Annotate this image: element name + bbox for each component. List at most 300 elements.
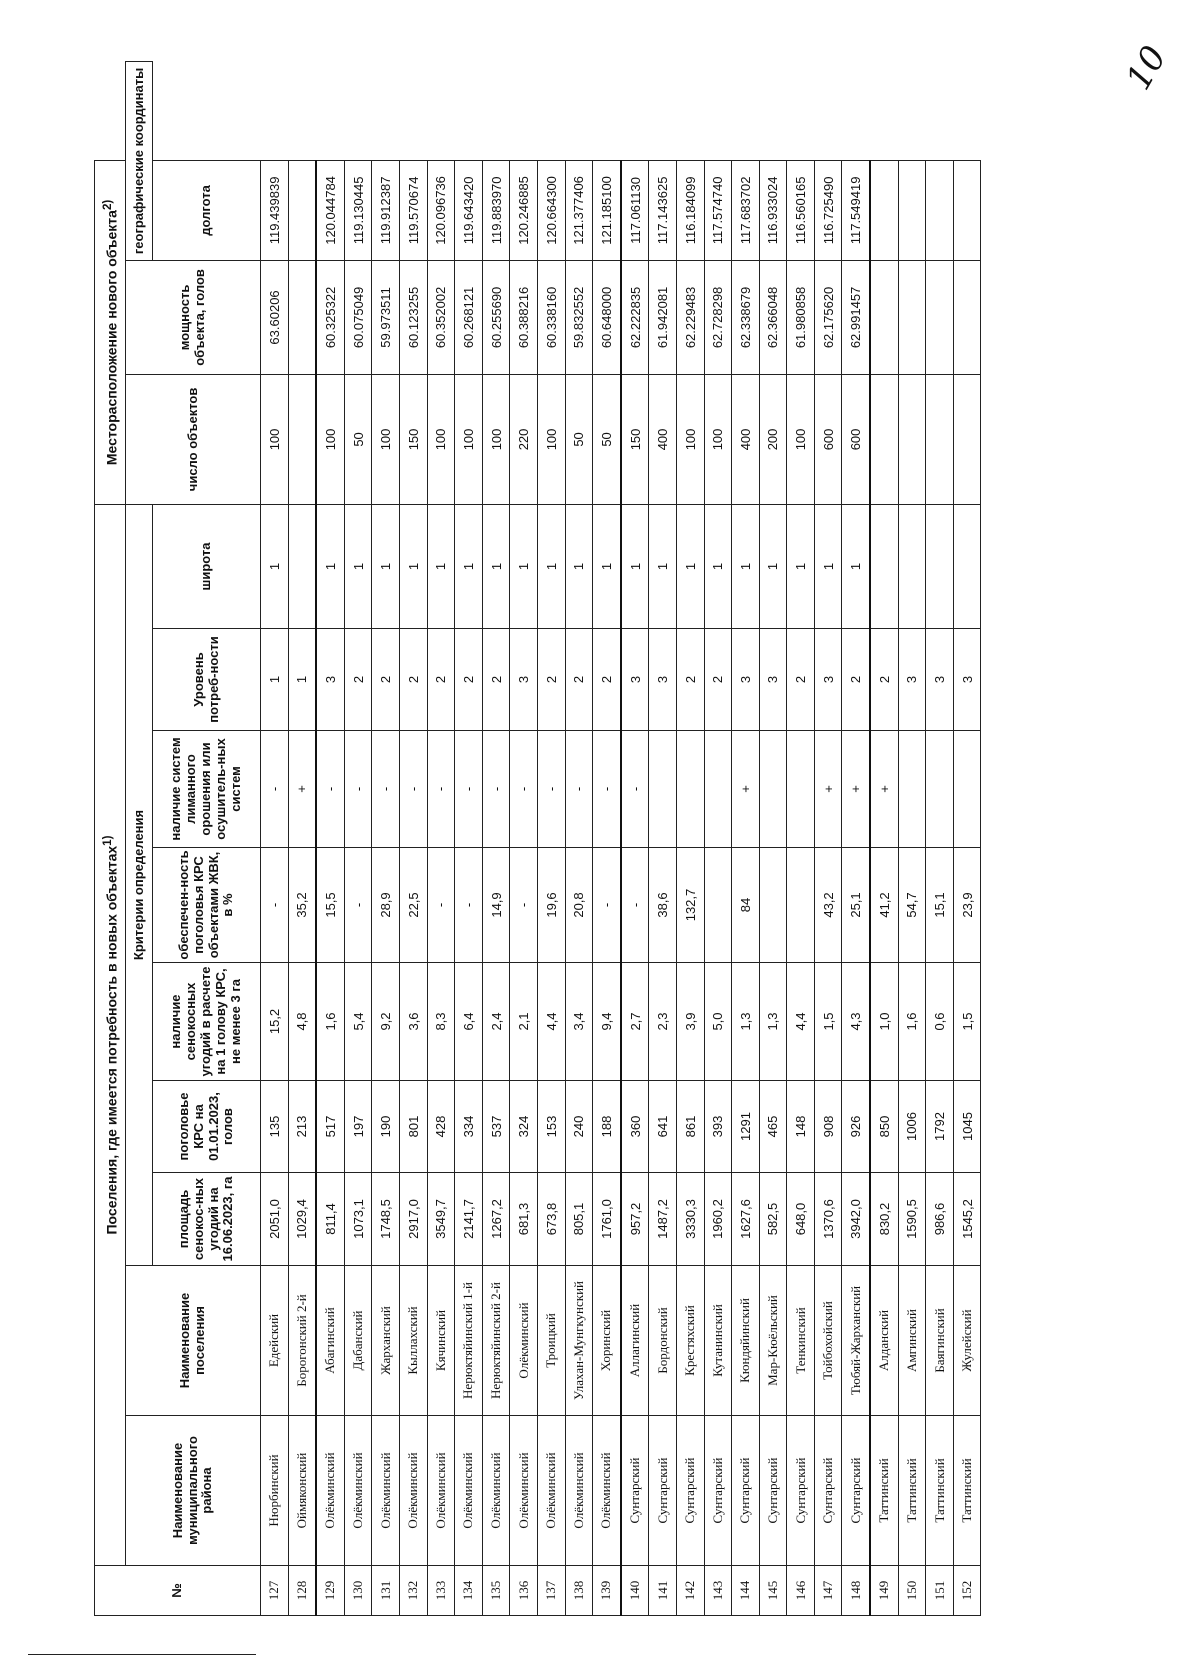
cell-lat: 62.338679 (732, 260, 760, 374)
cell-cap: 100 (787, 374, 815, 504)
cell-cap: 100 (316, 374, 344, 504)
cell-settlement: Жулейский (953, 1266, 981, 1416)
cell-supply: 15,1 (926, 848, 954, 963)
cell-lon: 117.061130 (621, 160, 649, 260)
cell-lat: 62.222835 (621, 260, 649, 374)
cell-settlement: Нерюктяйинский 1-й (455, 1266, 483, 1416)
cell-district: Сунтарский (787, 1416, 815, 1566)
cell-hay: 3,9 (676, 963, 704, 1081)
cell-area: 830,2 (870, 1173, 898, 1266)
cell-settlement: Троицкий (537, 1266, 565, 1416)
cell-hay: 5,0 (704, 963, 732, 1081)
cell-count (926, 504, 954, 628)
cell-herd: 334 (455, 1081, 483, 1173)
cell-district: Олёкминский (372, 1416, 400, 1566)
cell-settlement: Крестяхский (676, 1266, 704, 1416)
cell-area: 1761,0 (593, 1173, 621, 1266)
table-row (814, 62, 842, 1616)
cell-hay: 1,6 (316, 963, 344, 1081)
cell-count: 1 (427, 504, 455, 628)
cell-count: 1 (732, 504, 760, 628)
cell-lat: 60.648000 (593, 260, 621, 374)
cell-herd: 135 (261, 1081, 289, 1173)
cell-lat: 60.338160 (537, 260, 565, 374)
cell-lon: 119.130445 (344, 160, 372, 260)
cell-lon: 116.725490 (814, 160, 842, 260)
cell-cap (898, 374, 926, 504)
cell-supply: - (344, 848, 372, 963)
cell-area: 1267,2 (482, 1173, 510, 1266)
cell-irr: - (510, 731, 538, 848)
cell-lon: 119.912387 (372, 160, 400, 260)
table-row (898, 62, 926, 1616)
cell-lon: 116.184099 (676, 160, 704, 260)
settlements-table (94, 61, 981, 1616)
cell-area: 1627,6 (732, 1173, 760, 1266)
col-header-lon: долгота (153, 160, 261, 260)
cell-settlement: Алданский (870, 1266, 898, 1416)
cell-irr: - (427, 731, 455, 848)
cell-district: Таттинский (898, 1416, 926, 1566)
cell-level: 2 (704, 629, 732, 731)
cell-lon: 120.246885 (510, 160, 538, 260)
cell-settlement: Кутанинский (704, 1266, 732, 1416)
group-header-need: Поселения, где имеется потребность в новых объектах$^{1)}$ (95, 504, 126, 1565)
cell-cap: 150 (399, 374, 427, 504)
cell-cap: 600 (842, 374, 870, 504)
handwritten-page-number: 10 (1118, 39, 1175, 97)
cell-supply: - (510, 848, 538, 963)
cell-herd: 148 (787, 1081, 815, 1173)
cell-n: 136 (510, 1566, 538, 1616)
cell-area: 805,1 (565, 1173, 593, 1266)
cell-lon (870, 160, 898, 260)
cell-lon: 119.883970 (482, 160, 510, 260)
cell-lon: 119.570674 (399, 160, 427, 260)
cell-level: 3 (814, 629, 842, 731)
cell-settlement: Нерюктяйинский 2-й (482, 1266, 510, 1416)
cell-area: 1073,1 (344, 1173, 372, 1266)
cell-area: 2917,0 (399, 1173, 427, 1266)
cell-count: 1 (510, 504, 538, 628)
cell-district: Таттинский (870, 1416, 898, 1566)
cell-supply: 132,7 (676, 848, 704, 963)
cell-lat (288, 260, 316, 374)
cell-herd: 240 (565, 1081, 593, 1173)
col-header-district: Наименование муниципального района (126, 1416, 261, 1566)
cell-count: 1 (704, 504, 732, 628)
cell-level: 2 (870, 629, 898, 731)
table-row (649, 62, 677, 1616)
cell-cap: 100 (372, 374, 400, 504)
cell-cap: 150 (621, 374, 649, 504)
cell-supply: 19,6 (537, 848, 565, 963)
cell-irr: - (372, 731, 400, 848)
cell-settlement: Амгинский (898, 1266, 926, 1416)
table-body (261, 62, 981, 1616)
table-row (676, 62, 704, 1616)
table-row (372, 62, 400, 1616)
table-row (842, 62, 870, 1616)
cell-irr: - (593, 731, 621, 848)
cell-lon: 119.439839 (261, 160, 289, 260)
cell-cap: 100 (537, 374, 565, 504)
cell-irr: - (482, 731, 510, 848)
cell-n: 148 (842, 1566, 870, 1616)
cell-lon: 117.683702 (732, 160, 760, 260)
cell-area: 1487,2 (649, 1173, 677, 1266)
cell-lat: 59.973511 (372, 260, 400, 374)
cell-area: 2141,7 (455, 1173, 483, 1266)
cell-irr (649, 731, 677, 848)
cell-lon: 116.560165 (787, 160, 815, 260)
table-row (455, 62, 483, 1616)
cell-level: 3 (649, 629, 677, 731)
cell-cap: 50 (344, 374, 372, 504)
cell-irr: - (621, 731, 649, 848)
cell-cap: 50 (565, 374, 593, 504)
cell-area: 3942,0 (842, 1173, 870, 1266)
group-header-geo: географические координаты (126, 62, 153, 261)
cell-level: 2 (565, 629, 593, 731)
cell-district: Олёкминский (455, 1416, 483, 1566)
cell-level: 3 (316, 629, 344, 731)
cell-hay: 4,8 (288, 963, 316, 1081)
col-header-hay: наличие сенокосных угодий в расчете на 1 голову КРС, не менее 3 га (153, 963, 261, 1081)
cell-level: 2 (455, 629, 483, 731)
col-header-num: № (95, 1566, 261, 1616)
cell-district: Сунтарский (759, 1416, 787, 1566)
cell-lon: 121.185100 (593, 160, 621, 260)
cell-hay: 1,6 (898, 963, 926, 1081)
cell-lon: 117.143625 (649, 160, 677, 260)
cell-count: 1 (649, 504, 677, 628)
cell-level: 3 (953, 629, 981, 731)
col-header-lat: широта (153, 504, 261, 628)
cell-herd: 360 (621, 1081, 649, 1173)
cell-level: 3 (510, 629, 538, 731)
cell-lat: 60.268121 (455, 260, 483, 374)
cell-irr: + (870, 731, 898, 848)
cell-level: 2 (482, 629, 510, 731)
table-row (510, 62, 538, 1616)
cell-hay: 8,3 (427, 963, 455, 1081)
cell-settlement: Хоринский (593, 1266, 621, 1416)
cell-n: 129 (316, 1566, 344, 1616)
cell-supply: 35,2 (288, 848, 316, 963)
table-row (704, 62, 732, 1616)
cell-lon: 117.549419 (842, 160, 870, 260)
rotated-table-container (94, 61, 1032, 1616)
cell-area: 3330,3 (676, 1173, 704, 1266)
cell-supply: 15,5 (316, 848, 344, 963)
cell-count (953, 504, 981, 628)
cell-count: 1 (565, 504, 593, 628)
cell-lat (953, 260, 981, 374)
cell-area: 957,2 (621, 1173, 649, 1266)
cell-count (898, 504, 926, 628)
cell-lat: 60.352002 (427, 260, 455, 374)
cell-herd: 465 (759, 1081, 787, 1173)
cell-supply: 20,8 (565, 848, 593, 963)
cell-level: 2 (676, 629, 704, 731)
cell-district: Олёкминский (510, 1416, 538, 1566)
cell-count: 1 (759, 504, 787, 628)
cell-lat: 60.388216 (510, 260, 538, 374)
table-row (621, 62, 649, 1616)
cell-lat: 62.366048 (759, 260, 787, 374)
cell-n: 151 (926, 1566, 954, 1616)
cell-n: 144 (732, 1566, 760, 1616)
cell-cap: 50 (593, 374, 621, 504)
cell-irr (787, 731, 815, 848)
cell-settlement: Борогонский 2-й (288, 1266, 316, 1416)
cell-hay: 1,5 (814, 963, 842, 1081)
cell-n: 147 (814, 1566, 842, 1616)
cell-herd: 1045 (953, 1081, 981, 1173)
cell-lat: 61.980858 (787, 260, 815, 374)
cell-hay: 3,6 (399, 963, 427, 1081)
cell-level: 3 (898, 629, 926, 731)
cell-lat: 60.255690 (482, 260, 510, 374)
cell-settlement: Мар-Кюёльский (759, 1266, 787, 1416)
cell-hay: 2,7 (621, 963, 649, 1081)
cell-supply: 54,7 (898, 848, 926, 963)
cell-herd: 517 (316, 1081, 344, 1173)
cell-cap (926, 374, 954, 504)
cell-cap: 100 (455, 374, 483, 504)
cell-count: 1 (399, 504, 427, 628)
cell-count: 1 (372, 504, 400, 628)
cell-district: Сунтарский (676, 1416, 704, 1566)
cell-n: 130 (344, 1566, 372, 1616)
cell-n: 132 (399, 1566, 427, 1616)
cell-district: Сунтарский (621, 1416, 649, 1566)
cell-area: 1029,4 (288, 1173, 316, 1266)
cell-area: 673,8 (537, 1173, 565, 1266)
cell-herd: 641 (649, 1081, 677, 1173)
cell-lon: 120.664300 (537, 160, 565, 260)
cell-irr: - (455, 731, 483, 848)
col-header-settlement: Наименование поселения (126, 1266, 261, 1416)
table-header (95, 62, 261, 1616)
cell-level: 3 (759, 629, 787, 731)
cell-settlement: Улахан-Мунгкунский (565, 1266, 593, 1416)
cell-herd: 428 (427, 1081, 455, 1173)
cell-lon: 121.377406 (565, 160, 593, 260)
cell-count: 1 (676, 504, 704, 628)
cell-herd: 801 (399, 1081, 427, 1173)
cell-hay: 5,4 (344, 963, 372, 1081)
col-header-supply: обеспечен-ность поголовья КРС объектами ЖВК, в % (153, 848, 261, 963)
cell-hay: 2,4 (482, 963, 510, 1081)
cell-hay: 15,2 (261, 963, 289, 1081)
cell-irr: + (842, 731, 870, 848)
cell-district: Сунтарский (732, 1416, 760, 1566)
col-header-need-level: Уровень потреб-ности (153, 629, 261, 731)
cell-level: 2 (842, 629, 870, 731)
col-header-capacity: мощность объекта, голов (126, 260, 261, 374)
cell-district: Олёкминский (537, 1416, 565, 1566)
cell-hay: 1,3 (732, 963, 760, 1081)
cell-n: 152 (953, 1566, 981, 1616)
cell-level: 1 (261, 629, 289, 731)
cell-n: 145 (759, 1566, 787, 1616)
cell-level: 3 (732, 629, 760, 731)
col-header-area: площадь сенокос-ных угодий на 16.06.2023, га (153, 1173, 261, 1266)
cell-n: 131 (372, 1566, 400, 1616)
cell-settlement: Дабанский (344, 1266, 372, 1416)
cell-irr: + (732, 731, 760, 848)
cell-cap: 400 (649, 374, 677, 504)
cell-district: Олёкминский (399, 1416, 427, 1566)
cell-settlement: Тюбяй-Жарханский (842, 1266, 870, 1416)
cell-supply (787, 848, 815, 963)
cell-settlement: Тенкинский (787, 1266, 815, 1416)
cell-irr: - (344, 731, 372, 848)
cell-count: 1 (537, 504, 565, 628)
cell-level: 3 (926, 629, 954, 731)
cell-cap (870, 374, 898, 504)
cell-n: 146 (787, 1566, 815, 1616)
cell-supply: 25,1 (842, 848, 870, 963)
cell-level: 2 (399, 629, 427, 731)
cell-district: Олёкминский (482, 1416, 510, 1566)
table-row (261, 62, 289, 1616)
cell-supply: 38,6 (649, 848, 677, 963)
cell-irr (676, 731, 704, 848)
footnote-divider (28, 1654, 256, 1655)
cell-lon (926, 160, 954, 260)
cell-irr (926, 731, 954, 848)
cell-n: 141 (649, 1566, 677, 1616)
cell-n: 138 (565, 1566, 593, 1616)
table-row (399, 62, 427, 1616)
cell-district: Олёкминский (565, 1416, 593, 1566)
cell-lon (953, 160, 981, 260)
cell-irr: - (399, 731, 427, 848)
table-row (870, 62, 898, 1616)
cell-district: Сунтарский (704, 1416, 732, 1566)
cell-n: 137 (537, 1566, 565, 1616)
cell-hay: 4,4 (787, 963, 815, 1081)
cell-supply: 23,9 (953, 848, 981, 963)
cell-lon: 117.574740 (704, 160, 732, 260)
cell-irr: - (316, 731, 344, 848)
cell-district: Олёкминский (344, 1416, 372, 1566)
cell-settlement: Олёкминский (510, 1266, 538, 1416)
cell-supply: - (261, 848, 289, 963)
cell-hay: 2,3 (649, 963, 677, 1081)
cell-hay: 9,2 (372, 963, 400, 1081)
cell-lat: 62.175620 (814, 260, 842, 374)
cell-hay: 4,4 (537, 963, 565, 1081)
cell-cap: 100 (482, 374, 510, 504)
cell-irr (759, 731, 787, 848)
cell-area: 681,3 (510, 1173, 538, 1266)
cell-level: 2 (787, 629, 815, 731)
cell-irr (704, 731, 732, 848)
cell-settlement: Жарханский (372, 1266, 400, 1416)
cell-settlement: Кыллахский (399, 1266, 427, 1416)
cell-herd: 908 (814, 1081, 842, 1173)
cell-district: Олёкминский (316, 1416, 344, 1566)
cell-lat: 62.229483 (676, 260, 704, 374)
cell-count: 1 (344, 504, 372, 628)
cell-lat: 60.325322 (316, 260, 344, 374)
cell-herd: 190 (372, 1081, 400, 1173)
cell-supply: 43,2 (814, 848, 842, 963)
cell-supply: - (455, 848, 483, 963)
cell-count: 1 (593, 504, 621, 628)
cell-lat: 60.075049 (344, 260, 372, 374)
table-row (953, 62, 981, 1616)
cell-district: Оймяконский (288, 1416, 316, 1566)
cell-hay: 3,4 (565, 963, 593, 1081)
cell-settlement: Тойбохойский (814, 1266, 842, 1416)
cell-count: 1 (787, 504, 815, 628)
cell-settlement: Абагинский (316, 1266, 344, 1416)
cell-cap: 100 (261, 374, 289, 504)
cell-settlement: Баягинский (926, 1266, 954, 1416)
cell-hay: 4,3 (842, 963, 870, 1081)
cell-supply: 41,2 (870, 848, 898, 963)
cell-lat: 61.942081 (649, 260, 677, 374)
cell-level: 2 (593, 629, 621, 731)
cell-lat (898, 260, 926, 374)
cell-area: 1960,2 (704, 1173, 732, 1266)
cell-district: Таттинский (953, 1416, 981, 1566)
cell-lon: 120.096736 (427, 160, 455, 260)
cell-count: 1 (455, 504, 483, 628)
cell-district: Нюрбинский (261, 1416, 289, 1566)
table-row (926, 62, 954, 1616)
cell-cap: 400 (732, 374, 760, 504)
cell-supply: 84 (732, 848, 760, 963)
cell-count (288, 504, 316, 628)
cell-count (870, 504, 898, 628)
cell-lat: 62.991457 (842, 260, 870, 374)
cell-n: 134 (455, 1566, 483, 1616)
cell-n: 143 (704, 1566, 732, 1616)
cell-n: 150 (898, 1566, 926, 1616)
col-header-count: число объектов (126, 374, 261, 504)
cell-cap: 100 (427, 374, 455, 504)
cell-area: 1748,5 (372, 1173, 400, 1266)
cell-hay: 1,0 (870, 963, 898, 1081)
cell-herd: 850 (870, 1081, 898, 1173)
cell-lat (926, 260, 954, 374)
cell-count: 1 (316, 504, 344, 628)
cell-district: Олёкминский (593, 1416, 621, 1566)
cell-herd: 926 (842, 1081, 870, 1173)
col-header-herd: поголовье КРС на 01.01.2023, голов (153, 1081, 261, 1173)
cell-herd: 197 (344, 1081, 372, 1173)
cell-herd: 188 (593, 1081, 621, 1173)
table-row (565, 62, 593, 1616)
cell-herd: 861 (676, 1081, 704, 1173)
cell-count: 1 (482, 504, 510, 628)
cell-n: 127 (261, 1566, 289, 1616)
cell-district: Сунтарский (649, 1416, 677, 1566)
cell-herd: 153 (537, 1081, 565, 1173)
cell-area: 1590,5 (898, 1173, 926, 1266)
cell-hay: 6,4 (455, 963, 483, 1081)
cell-cap: 100 (704, 374, 732, 504)
cell-hay: 2,1 (510, 963, 538, 1081)
cell-irr (898, 731, 926, 848)
cell-district: Сунтарский (842, 1416, 870, 1566)
